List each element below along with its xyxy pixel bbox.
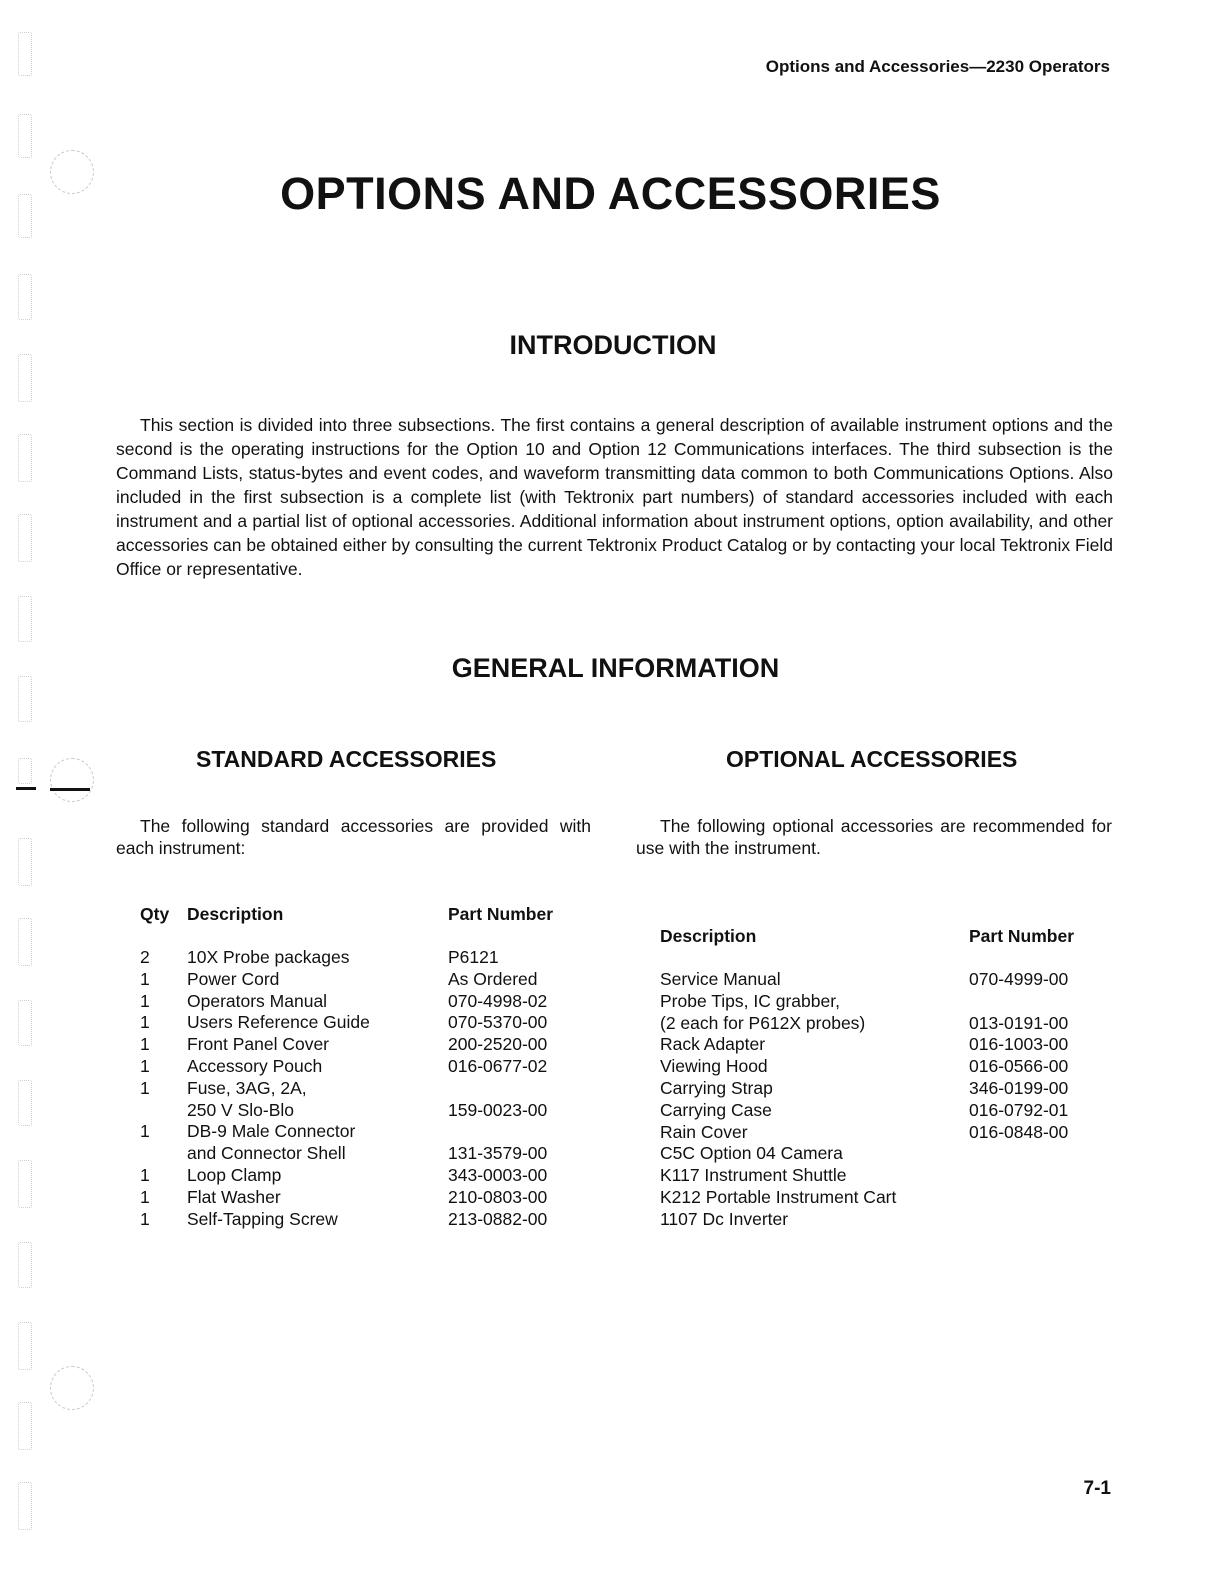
description-cell: Carrying Case bbox=[660, 1099, 772, 1120]
description-column-header: Description bbox=[660, 926, 757, 946]
page-title: OPTIONS AND ACCESSORIES bbox=[280, 168, 941, 219]
table-row bbox=[0, 968, 1221, 990]
qty-column-header: Qty bbox=[140, 904, 170, 924]
description-cell: Rack Adapter bbox=[660, 1034, 766, 1055]
part-number-cell: 016-0566-00 bbox=[969, 1056, 1069, 1077]
table-row bbox=[0, 990, 1221, 1012]
description-cell: (2 each for P612X probes) bbox=[660, 1012, 866, 1033]
description-cell: K212 Portable Instrument Cart bbox=[660, 1187, 897, 1207]
description-cell: Front Panel Cover bbox=[187, 1034, 330, 1055]
description-cell: 250 V Slo-Blo bbox=[187, 1099, 295, 1120]
table-row bbox=[0, 1121, 1221, 1143]
general-information-heading: GENERAL INFORMATION bbox=[451, 653, 780, 683]
qty-cell: 1 bbox=[140, 1077, 150, 1098]
part-number-column-header: Part Number bbox=[969, 926, 1075, 946]
part-number-cell: P6121 bbox=[448, 947, 499, 967]
table-row bbox=[0, 1077, 1221, 1099]
description-cell: Rain Cover bbox=[660, 1121, 748, 1142]
part-number-cell: 016-0677-02 bbox=[448, 1056, 548, 1076]
optional-accessories-intro: The following optional accessories are recommended for use with the instrument. bbox=[636, 816, 1112, 858]
description-cell: Operators Manual bbox=[187, 990, 328, 1011]
part-number-cell: 070-5370-00 bbox=[448, 1012, 548, 1033]
description-cell: K117 Instrument Shuttle bbox=[660, 1165, 847, 1186]
description-cell: Service Manual bbox=[660, 969, 781, 989]
table-header-row bbox=[0, 925, 1221, 947]
table-row bbox=[0, 1033, 1221, 1055]
description-cell: 10X Probe packages bbox=[187, 947, 350, 967]
qty-cell: 1 bbox=[140, 1208, 150, 1229]
description-cell: Users Reference Guide bbox=[187, 1012, 370, 1033]
description-cell: and Connector Shell bbox=[187, 1143, 346, 1164]
part-number-cell: 016-0792-01 bbox=[969, 1099, 1069, 1120]
table-row bbox=[0, 1012, 1221, 1034]
part-number-cell: 070-4998-02 bbox=[448, 990, 548, 1011]
table-row bbox=[0, 1142, 1221, 1164]
table-row bbox=[0, 1055, 1221, 1077]
part-number-cell: 070-4999-00 bbox=[969, 969, 1069, 989]
part-number-cell: 159-0023-00 bbox=[448, 1099, 548, 1120]
description-cell: 1107 Dc Inverter bbox=[660, 1208, 789, 1229]
qty-cell: 1 bbox=[140, 1121, 150, 1142]
qty-cell: 1 bbox=[140, 1056, 150, 1076]
description-cell: Viewing Hood bbox=[660, 1056, 768, 1077]
description-column-header: Description bbox=[187, 904, 284, 924]
part-number-cell: 013-0191-00 bbox=[969, 1012, 1069, 1033]
description-cell: Flat Washer bbox=[187, 1186, 281, 1207]
description-cell: Probe Tips, IC grabber, bbox=[660, 990, 840, 1011]
part-number-cell: 346-0199-00 bbox=[969, 1078, 1069, 1098]
optional-accessories-heading: OPTIONAL ACCESSORIES bbox=[726, 746, 1018, 772]
standard-accessories-heading: STANDARD ACCESSORIES bbox=[196, 746, 497, 772]
part-number-cell: 016-1003-00 bbox=[969, 1034, 1069, 1055]
description-cell: Self-Tapping Screw bbox=[187, 1208, 338, 1229]
description-cell: Accessory Pouch bbox=[187, 1056, 323, 1076]
introduction-heading: INTRODUCTION bbox=[509, 330, 717, 360]
qty-cell: 1 bbox=[140, 1165, 150, 1185]
qty-cell: 1 bbox=[140, 1186, 150, 1207]
part-number-cell: 213-0882-00 bbox=[448, 1208, 548, 1229]
description-cell: DB-9 Male Connector bbox=[187, 1121, 356, 1142]
part-number-cell: As Ordered bbox=[448, 968, 538, 989]
table-row bbox=[0, 1164, 1221, 1186]
part-number-cell: 131-3579-00 bbox=[448, 1143, 548, 1164]
running-header: Options and Accessories—2230 Operators bbox=[765, 57, 1110, 76]
qty-cell: 1 bbox=[140, 1034, 150, 1055]
standard-accessories-intro: The following standard accessories are provided with each instrument: bbox=[116, 816, 591, 858]
table-row bbox=[0, 1186, 1221, 1208]
part-number-cell: 200-2520-00 bbox=[448, 1034, 548, 1055]
qty-cell: 1 bbox=[140, 1012, 150, 1033]
description-cell: Carrying Strap bbox=[660, 1078, 773, 1098]
description-cell: C5C Option 04 Camera bbox=[660, 1143, 843, 1164]
part-number-cell: 343-0003-00 bbox=[448, 1165, 548, 1185]
table-row bbox=[0, 1099, 1221, 1121]
qty-cell: 1 bbox=[140, 990, 150, 1011]
description-cell: Loop Clamp bbox=[187, 1165, 282, 1185]
qty-cell: 1 bbox=[140, 968, 150, 989]
part-number-cell: 210-0803-00 bbox=[448, 1186, 548, 1207]
part-number-cell: 016-0848-00 bbox=[969, 1121, 1069, 1142]
description-cell: Fuse, 3AG, 2A, bbox=[187, 1077, 307, 1098]
qty-cell: 2 bbox=[140, 947, 150, 967]
part-number-column-header: Part Number bbox=[448, 904, 554, 924]
page-number: 7-1 bbox=[1083, 1478, 1111, 1499]
description-cell: Power Cord bbox=[187, 968, 280, 989]
table-row bbox=[0, 1208, 1221, 1230]
introduction-paragraph: This section is divided into three subsections. The first contains a general description of available instrument options and the second is the operating instructions for the Option 10 and Option 12 Communications interfaces. The third subsection is the Command Lists, status-bytes and event codes, and waveform transmitting data common to both Communications Options. Also included in the first subsection is a complete list (with Tektronix part numbers) of standard accessories included with each instrument and a partial list of optional accessories. Additional information about instrument options, option availability, and other accessories can be obtained either by consulting the current Tektronix Product Catalog or by contacting your local Tektronix Field Office or representative. bbox=[116, 415, 1113, 579]
